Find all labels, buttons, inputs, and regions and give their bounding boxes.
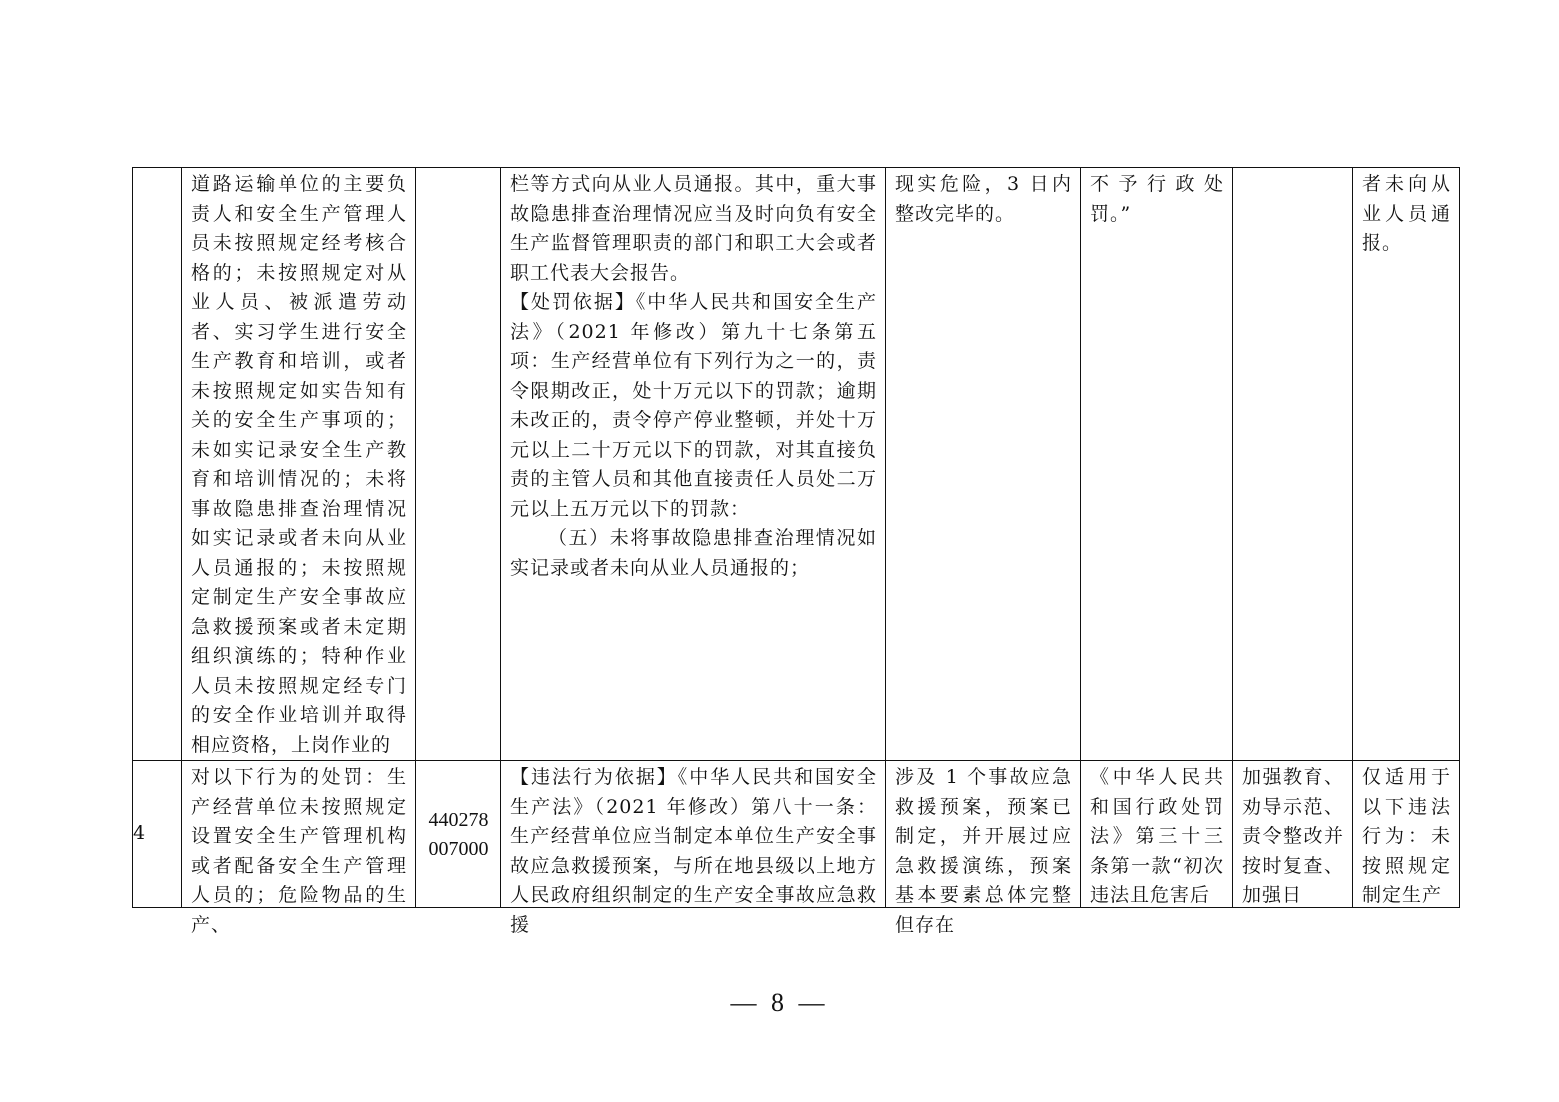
- cell-legal-reference: [1081, 761, 1233, 908]
- remark-text: 仅适用于以下违法行为：未按照规定制定生产: [1362, 766, 1451, 906]
- basis-paragraph: 栏等方式向从业人员通报。其中，重大事故隐患排查治理情况应当及时向负有安全生产监督管理职责的部门和职工大会或者职工代表大会报告。: [510, 173, 877, 284]
- item-text: 对以下行为的处罚：生产经营单位未按照规定设置安全生产管理机构或者配备安全生产管理人员的；危险物品的生产、: [191, 766, 407, 936]
- cell-circumstance: [886, 761, 1081, 936]
- cell-basis: [501, 761, 886, 936]
- page-number: — 8 —: [730, 988, 829, 1017]
- table-row-4: [133, 761, 1460, 908]
- cell-item: [182, 761, 416, 936]
- cell-code: [416, 761, 501, 908]
- table-row-continued: [133, 168, 1460, 761]
- cell-legal-reference: 不予行政处罚。”: [1081, 168, 1233, 761]
- cell-code: [416, 168, 501, 761]
- cell-measures: [1233, 761, 1353, 908]
- penalty-basis-paragraph: 【处罚依据】《中华人民共和国安全生产法》（2021 年修改）第九十七条第五项：生产经营单位有下列行为之一的，责令限期改正，处十万元以下的罚款；逾期未改正的，责令停产停业整顿，并处十万元以上二十万元以下的罚款，对其直接负责的主管人员和其他直接责任人员处二万元以上五万元以下的罚款：: [510, 291, 877, 520]
- circumstance-text: 涉及 1 个事故应急救援预案，预案已制定，并开展过应急救援演练，预案基本要素总体完整但存在: [895, 766, 1072, 936]
- basis-clause-paragraph: （五）未将事故隐患排查治理情况如实记录或者未向从业人员通报的；: [510, 527, 877, 579]
- cell-remark: 者未向从业人员通报。: [1353, 168, 1460, 761]
- code-line-2: 007000: [428, 838, 489, 860]
- cell-circumstance: 现实危险，3 日内整改完毕的。: [886, 168, 1081, 761]
- cell-number: 4: [133, 761, 182, 908]
- cell-basis: [501, 168, 886, 761]
- cell-item: 道路运输单位的主要负责人和安全生产管理人员未按照规定经考核合格的；未按照规定对从业人员、被派遣劳动者、实习学生进行安全生产教育和培训，或者未按照规定如实告知有关的安全生产事项的；未如实记录安全生产教育和培训情况的；未将事故隐患排查治理情况如实记录或者未向从业人员通报的；未按照规定制定生产安全事故应急救援预案或者未定期组织演练的；特种作业人员未按照规定经专门的安全作业培训并取得相应资格，上岗作业的: [182, 168, 416, 761]
- code-line-1: 440278: [428, 808, 489, 831]
- cell-remark: [1353, 761, 1460, 908]
- measures-text: 加强教育、劝导示范、责令整改并按时复查、加强日: [1242, 766, 1344, 906]
- enforcement-table: [132, 167, 1460, 936]
- cell-number: [133, 168, 182, 761]
- basis-text: 【违法行为依据】《中华人民共和国安全生产法》（2021 年修改）第八十一条：生产经营单位应当制定本单位生产安全事故应急救援预案，与所在地县级以上地方人民政府组织制定的生产安全事故应急救援: [510, 766, 877, 936]
- legal-reference-text: 《中华人民共和国行政处罚法》第三十三条第一款“初次违法且危害后: [1090, 766, 1224, 906]
- cell-measures: [1233, 168, 1353, 761]
